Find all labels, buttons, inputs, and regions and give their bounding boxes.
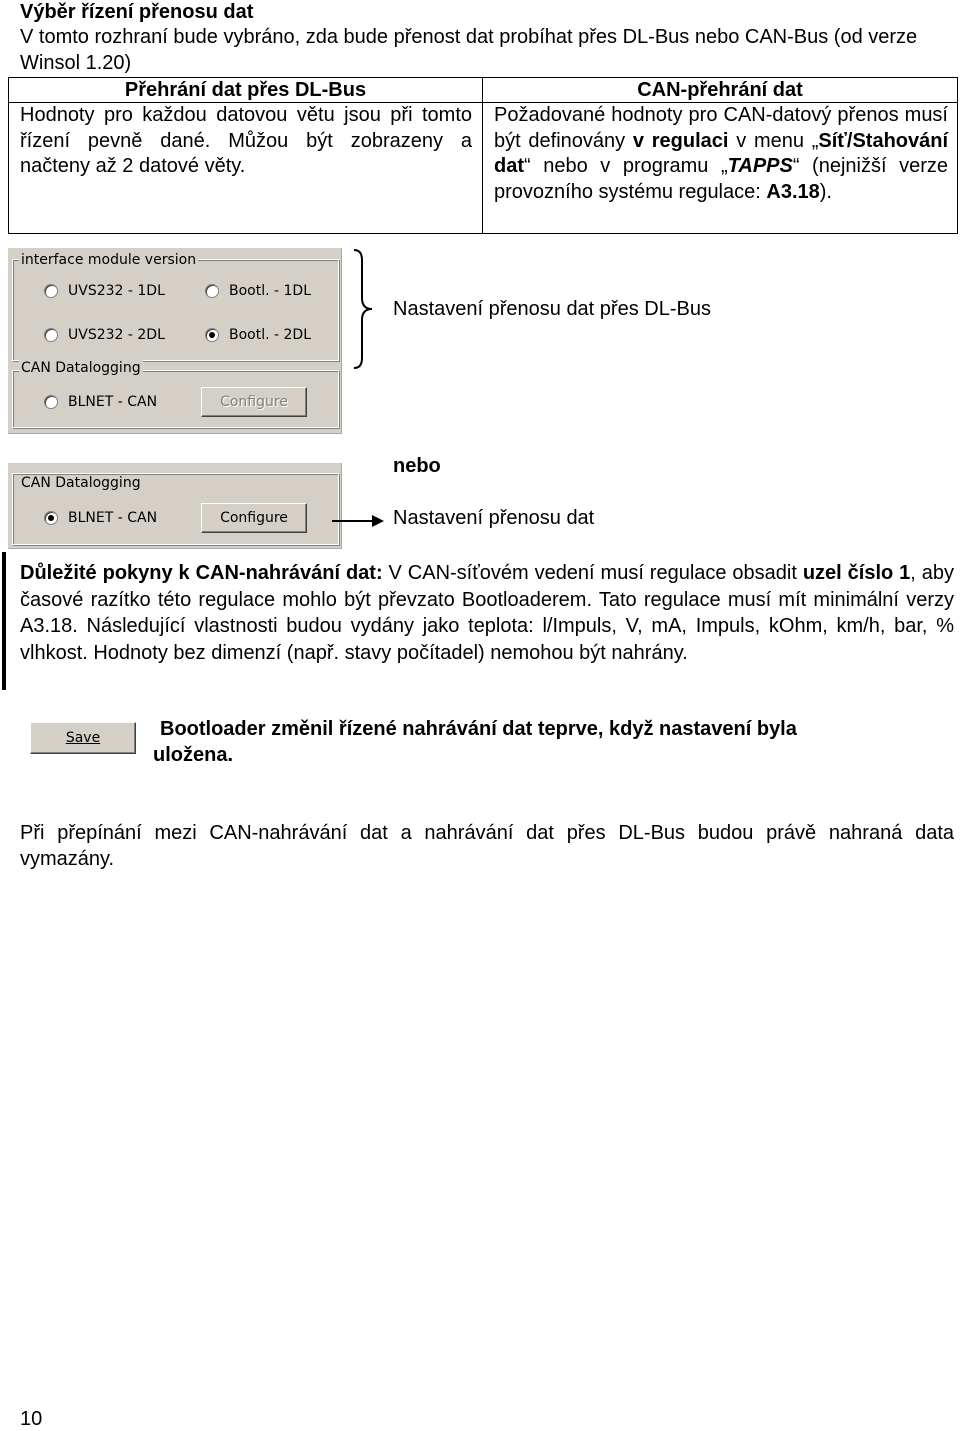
radio-blnet-can-selected-dot[interactable] — [44, 511, 58, 525]
radio-uvs232-1dl[interactable]: UVS232 - 1DL — [44, 283, 165, 299]
or-label: nebo — [393, 455, 441, 477]
arrow-right-icon — [332, 510, 384, 532]
bootloader-note: Bootloader změnil řízené nahrávání dat teprve, když nastavení byla uložena. — [153, 718, 797, 766]
margin-bar — [2, 552, 6, 690]
comparison-table — [8, 77, 958, 234]
can-header: CAN-přehrání dat — [637, 79, 803, 101]
page-title: Výběr řízení přenosu dat — [20, 1, 254, 23]
radio-blnet-can-selected[interactable]: BLNET - CAN — [44, 510, 157, 526]
dl-bus-description: Hodnoty pro každou datovou větu jsou při tomto řízení pevně dané. Můžou být zobrazeny a načteny až 2 datové věty. — [20, 104, 472, 177]
can-datalogging-title-2: CAN Datalogging — [21, 475, 141, 491]
radio-uvs232-2dl-dot[interactable] — [44, 328, 58, 342]
radio-bootl-1dl-dot[interactable] — [205, 284, 219, 298]
radio-bootl-2dl[interactable]: Bootl. - 2DL — [205, 327, 311, 343]
radio-bootl-2dl-dot[interactable] — [205, 328, 219, 342]
interface-module-group — [12, 259, 339, 361]
can-datalogging-panel — [8, 463, 342, 549]
radio-blnet-can-dot[interactable] — [44, 395, 58, 409]
intro-text: V tomto rozhraní bude vybráno, zda bude přenost dat probíhat přes DL-Bus nebo CAN-Bus (od verze Winsol 1.20) — [20, 26, 918, 74]
interface-settings-panel — [8, 248, 342, 434]
save-button[interactable]: Save — [30, 722, 136, 754]
curly-brace-icon — [342, 248, 382, 370]
radio-uvs232-1dl-dot[interactable] — [44, 284, 58, 298]
can-description: Požadované hodnoty pro CAN-datový přenos musí být definovány v regulaci v menu „Síť/Stahování dat“ nebo v programu „TAPPS“ (nejnižší verze provozního systému regulace: A3.18). — [494, 104, 949, 203]
radio-bootl-1dl[interactable]: Bootl. - 1DL — [205, 283, 311, 299]
radio-blnet-can[interactable]: BLNET - CAN — [44, 394, 157, 410]
radio-uvs232-2dl[interactable]: UVS232 - 2DL — [44, 327, 165, 343]
dl-bus-header: Přehrání dat přes DL-Bus — [124, 79, 367, 101]
interface-module-title: interface module version — [21, 252, 197, 268]
configure-button[interactable]: Configure — [201, 503, 307, 533]
configure-button-disabled[interactable]: Configure — [201, 387, 307, 417]
switch-warning: Při přepínání mezi CAN-nahrávání dat a nahrávání dat přes DL-Bus budou právě nahraná data vymazány. — [20, 822, 954, 870]
can-datalogging-title: CAN Datalogging — [21, 360, 141, 376]
important-notes: Důležité pokyny k CAN-nahrávání dat: V CAN-síťovém vedení musí regulace obsadit uzel číslo 1, aby časové razítko této regulace mohlo být převzato Bootloaderem. Tato regulace musí mít minimální verzy A3.18. Následující vlastnosti budou vydány jako teplota: l/Impuls, V, mA, Impuls, kOhm, km/h, bar, % vlhkost. Hodnoty bez dimenzí (např. stavy počítadel) nemohou být nahrány. — [20, 562, 955, 664]
can-setting-note: Nastavení přenosu dat — [393, 507, 595, 529]
dl-bus-setting-note: Nastavení přenosu dat přes DL-Bus — [393, 298, 711, 320]
page-number: 10 — [20, 1408, 43, 1430]
